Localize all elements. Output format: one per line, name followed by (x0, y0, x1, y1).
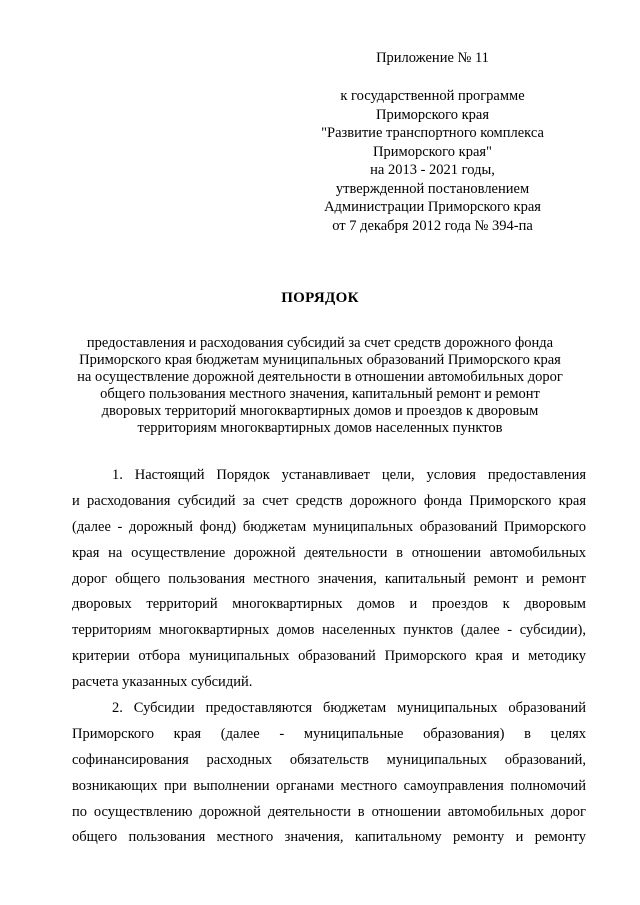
paragraph-line: (далее - дорожный фонд) бюджетам муниципальных образований Приморского (72, 518, 586, 535)
subtitle-line: на осуществление дорожной деятельности в отношении автомобильных дорог (77, 369, 563, 385)
paragraph-line: дворовых территорий многоквартирных домов и проездов к дворовым (72, 596, 586, 613)
paragraph-line: территориям многоквартирных домов населенных пунктов (далее - субсидии), (72, 622, 586, 639)
program-line: Приморского края" (373, 143, 492, 160)
program-line: утвержденной постановлением (335, 180, 530, 197)
document-subtitle (60, 335, 580, 437)
program-line: Администрации Приморского края (324, 199, 541, 215)
program-reference (300, 87, 565, 235)
paragraph-line: возникающих при выполнении органами местного самоуправления полномочий (72, 777, 586, 794)
paragraph-line: общего пользования местного значения, капитальному ремонту и ремонту (72, 829, 586, 846)
subtitle-line: дворовых территорий многоквартирных домов и проездов к дворовым (101, 403, 539, 419)
subtitle-line: Приморского края бюджетам муниципальных образований Приморского края (79, 352, 561, 368)
paragraph-line: и расходования субсидий за счет средств дорожного фонда Приморского края (72, 492, 586, 509)
program-line: на 2013 - 2021 годы, (370, 162, 495, 178)
document-title: ПОРЯДОК (281, 290, 359, 306)
subtitle-line: предоставления и расходования субсидий за счет средств дорожного фонда (86, 335, 554, 351)
paragraph-line: Приморского края (далее - муниципальные образования) в целях (72, 725, 586, 742)
paragraph-line: расчета указанных субсидий. (72, 674, 253, 691)
paragraph-line: по осуществлению дорожной деятельности в отношении автомобильных дорог (72, 803, 586, 820)
paragraph-line: дорог общего пользования местного значения, капитальный ремонт и ремонт (72, 570, 586, 587)
paragraph-1 (72, 463, 586, 696)
subtitle-line: общего пользования местного значения, капитальный ремонт и ремонт (100, 386, 540, 402)
program-line: "Развитие транспортного комплекса (321, 125, 544, 141)
paragraph-line: 1. Настоящий Порядок устанавливает цели, условия предоставления (112, 467, 586, 483)
annex-label: Приложение № 11 (376, 50, 489, 66)
program-line: к государственной программе (340, 88, 525, 104)
paragraph-2 (72, 696, 586, 851)
paragraph-line: критерии отбора муниципальных образований Приморского края и методику (72, 648, 586, 665)
annex-number (300, 49, 565, 68)
subtitle-line: территориям многоквартирных домов населенных пунктов (137, 420, 503, 436)
paragraph-line: софинансирования расходных обязательств муниципальных образований, (72, 751, 586, 768)
program-line: от 7 декабря 2012 года № 394-па (332, 217, 533, 234)
paragraph-line: 2. Субсидии предоставляются бюджетам муниципальных образований (112, 700, 586, 716)
paragraph-line: края на осуществление дорожной деятельности в отношении автомобильных (72, 544, 586, 561)
program-line: Приморского края (375, 106, 489, 123)
